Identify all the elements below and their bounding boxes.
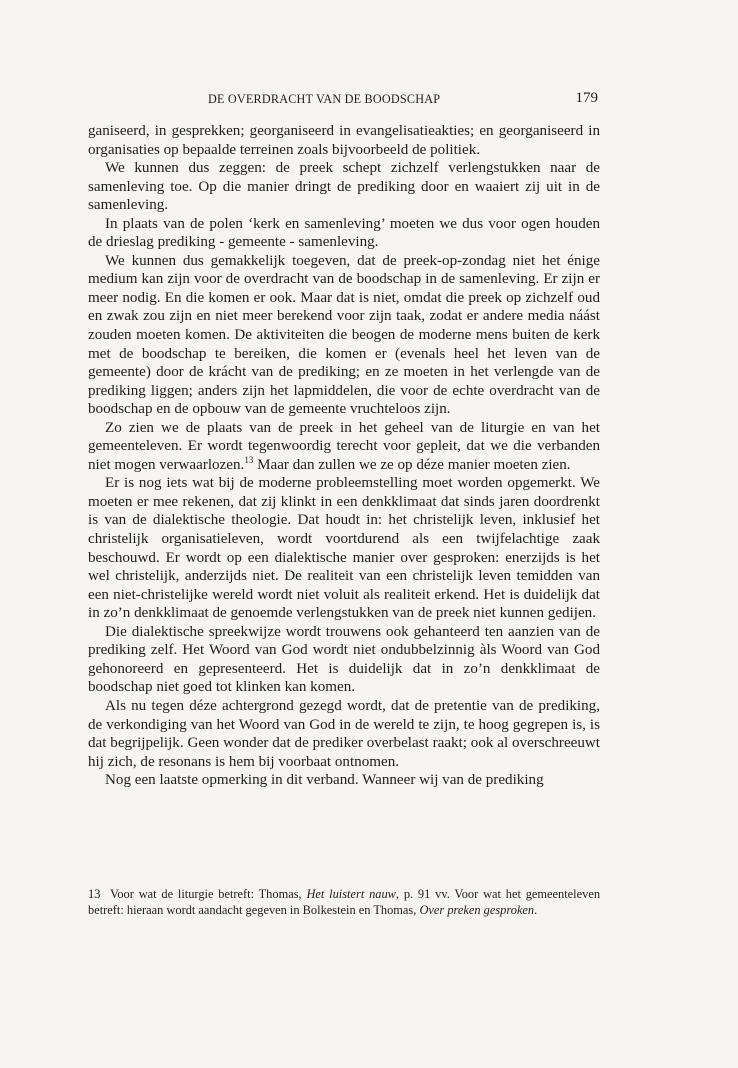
- footnote-reference: 13: [244, 454, 254, 465]
- paragraph: Er is nog iets wat bij de moderne probleemstelling moet worden opgemerkt. We moeten er mee rekenen, dat zij klinkt in een denkklimaat dat sinds jaren doordrenkt is van de dialektische theologie. Dat houdt in: het christelijk leven, inklusief het christelijk organisatieleven, wordt voortdurend als een twijfelachtige zaak beschouwd. Er wordt op een dialektische manier over gesproken: enerzijds is het wel christelijk, anderzijds niet. De realiteit van een christelijk leven temidden van een niet-christelijke wereld wordt niet voluit als realiteit erkend. Het is duidelijk dat in zo’n denkklimaat de genoemde verlengstukken van de preek niet kunnen gedijen.: [88, 475, 600, 622]
- body-text: [88, 122, 600, 790]
- book-page: [88, 0, 600, 1068]
- paragraph: Zo zien we de plaats van de preek in het geheel van de liturgie en van het gemeenteleven. Er wordt tegenwoordig terecht voor gepleit, dat we die verbanden niet mogen verwaarlozen.$^{13}$ Maar dan zullen we ze op déze manier moeten zien.: [88, 419, 600, 473]
- footnote-number: 13: [88, 887, 101, 901]
- paragraph: Nog een laatste opmerking in dit verband. Wanneer wij van de prediking: [105, 772, 544, 789]
- running-head: [88, 90, 600, 110]
- paragraph: Als nu tegen déze achtergrond gezegd wordt, dat de pretentie van de prediking, de verkondiging van het Woord van God in de wereld te zijn, te hoog gegrepen is, is dat begrijpelijk. Geen wonder dat de prediker overbelast raakt; ook al overschreeuwt hij zich, de resonans is hem bij voorbaat ontnomen.: [88, 697, 600, 770]
- paragraph: Die dialektische spreekwijze wordt trouwens ook gehanteerd ten aanzien van de prediking zelf. Het Woord van God wordt niet ondubbelzinnig àls Woord van God gehonoreerd en gepresenteerd. Het is duidelijk dat in zo’n denkklimaat de boodschap niet goed tot klinken kan komen.: [88, 623, 600, 696]
- footnote-title: Over preken gesproken: [419, 902, 535, 917]
- paragraph: We kunnen dus zeggen: de preek schept zichzelf verlengstukken naar de samenleving toe. Op die manier dringt de prediking door en waaiert zij uit in de samenleving.: [88, 160, 600, 214]
- footnote: 13 Voor wat de liturgie betreft: Thomas, Het luistert nauw, p. 91 vv. Voor wat het gemeenteleven betreft: hieraan wordt aandacht gegeven in Bolkestein en Thomas, Over preken gesproken.: [88, 887, 601, 917]
- running-title: DE OVERDRACHT VAN DE BOODSCHAP: [208, 92, 441, 106]
- page-number: 179: [575, 90, 598, 106]
- paragraph: We kunnen dus gemakkelijk toegeven, dat de preek-op-zondag niet het énige medium kan zijn voor de overdracht van de boodschap in de samenleving. Er zijn er meer nodig. En die komen er ook. Maar dat is niet, omdat die preek op zichzelf oud en zwak zou zijn en niet meer berekend voor zijn taak, zodat er andere media náást zouden moeten komen. De aktiviteiten die beogen de moderne mens buiten de kerk met de boodschap te bereiken, die komen er (evenals heel het leven van de gemeente) door de krácht van de prediking; en ze moeten in het verlengde van de prediking liggen; anders zijn het lapmiddelen, die voor de echte overdracht van de boodschap en de opbouw van de gemeente vruchteloos zijn.: [88, 252, 600, 418]
- paragraph: In plaats van de polen ‘kerk en samenleving’ moeten we dus voor ogen houden de drieslag prediking - gemeente - samenleving.: [88, 215, 600, 251]
- paragraph: ganiseerd, in gesprekken; georganiseerd in evangelisatieakties; en georganiseerd in organisaties op bepaalde terreinen zoals bijvoorbeeld de politiek.: [88, 123, 600, 158]
- footnote-title: Het luistert nauw: [306, 887, 396, 901]
